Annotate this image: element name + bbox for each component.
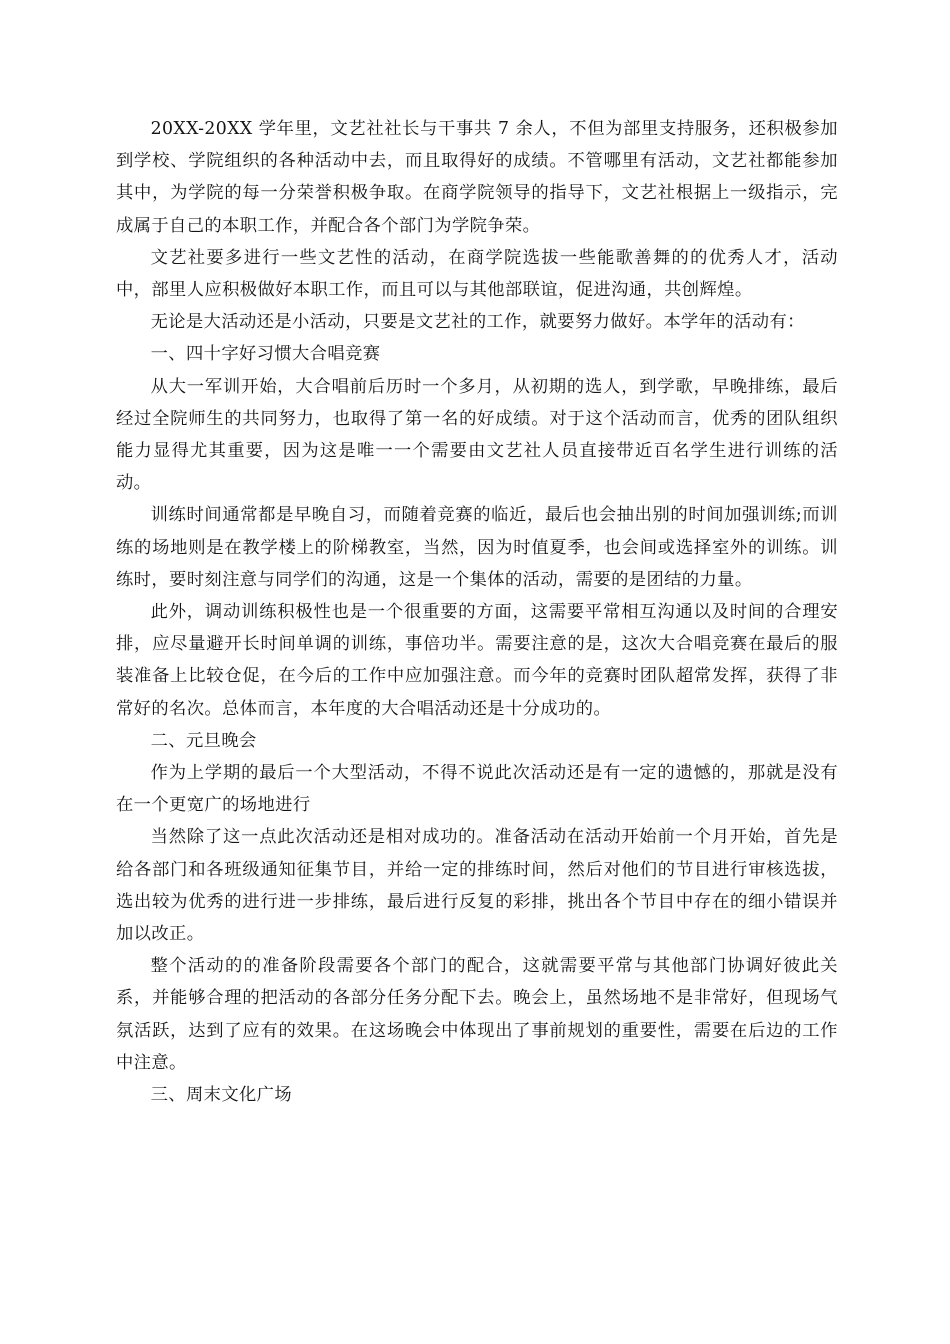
section-heading-chorus: 一、四十字好习惯大合唱竞赛 bbox=[150, 344, 381, 365]
paragraph-chorus-summary: 此外，调动训练积极性也是一个很重要的方面，这需要平常相互沟通以及时间的合理安排，应尽量避开长时间单调的训练，事倍功半。需要注意的是，这次大合唱竞赛在最后的服装准备上比较仓促，在今后的工作中应加强注意。而今年的竞赛时团队超常发挥，获得了非常好的名次。总体而言，本年度的大合唱活动还是十分成功的。 bbox=[116, 602, 838, 719]
paragraph-chorus-overview: 从大一军训开始，大合唱前后历时一个多月，从初期的选人，到学歌，早晚排练，最后经过全院师生的共同努力，也取得了第一名的好成绩。对于这个活动而言，优秀的团队组织能力显得尤其重要，因为这是唯一一个需要由文艺社人员直接带近百名学生进行训练的活动。 bbox=[116, 376, 838, 494]
paragraph-gala-regret: 作为上学期的最后一个大型活动，不得不说此次活动还是有一定的遗憾的，那就是没有在一个更宽广的场地进行 bbox=[116, 763, 838, 816]
document-page bbox=[116, 113, 838, 1111]
paragraph-chorus-training: 训练时间通常都是早晚自习，而随着竞赛的临近，最后也会抽出别的时间加强训练;而训练的场地则是在教学楼上的阶梯教室，当然，因为时值夏季，也会间或选择室外的训练。训练时，要时刻注意与同学们的沟通，这是一个集体的活动，需要的是团结的力量。 bbox=[116, 505, 838, 590]
paragraph-goals: 文艺社要多进行一些文艺性的活动，在商学院选拔一些能歌善舞的的优秀人才，活动中，部里人应积极做好本职工作，而且可以与其他部联谊，促进沟通，共创辉煌。 bbox=[116, 247, 838, 301]
section-heading-weekend-culture: 三、周末文化广场 bbox=[150, 1085, 293, 1106]
paragraph-gala-summary: 整个活动的的准备阶段需要各个部门的配合，这就需要平常与其他部门协调好彼此关系，并能够合理的把活动的各部分任务分配下去。晚会上，虽然场地不是非常好，但现场气氛活跃，达到了应有的效果。在这场晚会中体现出了事前规划的重要性，需要在后边的工作中注意。 bbox=[116, 956, 838, 1073]
paragraph-gala-preparation: 当然除了这一点此次活动还是相对成功的。准备活动在活动开始前一个月开始，首先是给各部门和各班级通知征集节目，并给一定的排练时间，然后对他们的节目进行审核选拔，选出较为优秀的进行进一步排练，最后进行反复的彩排，挑出各个节目中存在的细小错误并加以改正。 bbox=[116, 827, 838, 945]
paragraph-activities-lead: 无论是大活动还是小活动，只要是文艺社的工作，就要努力做好。本学年的活动有： bbox=[150, 312, 805, 333]
paragraph-intro: 20XX-20XX 学年里，文艺社社长与干事共 7 余人，不但为部里支持服务，还积极参加到学校、学院组织的各种活动中去，而且取得好的成绩。不管哪里有活动，文艺社都能参加其中，为学院的每一分荣誉积极争取。在商学院领导的指导下，文艺社根据上一级指示，完成属于自己的本职工作，并配合各个部门为学院争荣。 bbox=[116, 119, 838, 236]
section-heading-new-year-gala: 二、元旦晚会 bbox=[150, 730, 257, 751]
